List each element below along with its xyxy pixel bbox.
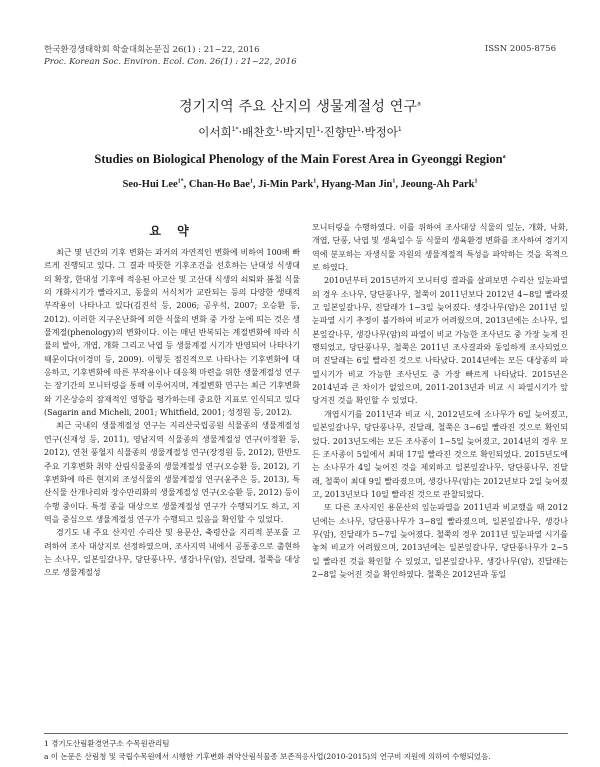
author-name: Seo-Hui Lee [122, 179, 178, 190]
title-english-text: Studies on Biological Phenology of the Main Forest Area in Gyeonggi Region [94, 152, 503, 166]
author-affiliation-mark: 1 [316, 126, 321, 134]
author-name: Hyang-Man Jin [321, 179, 393, 190]
journal-header [44, 44, 297, 68]
paragraph: 최근 국내의 생물계절성 연구는 지리산국립공원 식물종의 생물계절성 연구(신재성 등, 2011), 영남지역 식물종의 생물계절성 연구(이정환 등, 2012), 연천 풍혈지 식물종의 생물계절성 연구(장정원 등, 2012), 한반도 주요 기후변화 취약 산림식물종의 생물계절성 연구(오승환 등, 2012), 기후변화에 따른 현지외 조성식물의 생물계절성 연구(윤주은 등, 2013), 특산식물 산개나리와 장수만리화의 생물계절성 연구(오승환 등, 2012) 등이 수행 중이다. 특정 종을 대상으로 생물계절성 연구가 수행되기도 하고, 지역을 중심으로 생물계절성 연구가 수행되고 있음을 확인할 수 있었다. [44, 421, 300, 524]
author-name: 박정아 [364, 125, 398, 139]
footnote-funding: a 이 논문은 산림청 및 국립수목원에서 시행한 기후변화 취약산림식물종 보존적응사업(2010-2015)의 연구비 지원에 의하여 수행되었음. [44, 752, 491, 761]
paragraph: 모니터링을 수행하였다. 이를 위하여 조사대상 식물의 잎눈, 개화, 낙화, 개엽, 단풍, 낙엽 및 생육일수 등 식물의 생육환경 변화를 조사하여 경기지역에 분포하는 자생식물 자원의 생물계절적 특성을 파악하는 것을 목적으로 하였다. [312, 223, 568, 273]
left-column [44, 246, 300, 580]
journal-citation-ko: 한국환경생태학회 학술대회논문집 26(1) : 21~22, 2016 [44, 45, 260, 55]
journal-citation-en: Proc. Korean Soc. Environ. Ecol. Con. 26(1) : 21~22, 2016 [44, 57, 297, 67]
author-name: 박지민 [282, 125, 317, 139]
title-korean-sup: a [417, 100, 422, 108]
author-name: 진향만 [323, 125, 358, 139]
author-affiliation-mark: 1 [313, 178, 317, 185]
title-korean-text: 경기지역 주요 산지의 생물계절성 연구 [178, 99, 418, 115]
paragraph: 경기도 내 주요 산지인 수리산 및 용문산, 축령산을 지리적 분포를 고려하여 조사 대상지로 선정하였으며, 조사지역 내에서 공통종으로 출현하는 소나무, 일본잎갈나무, 당단풍나무, 생강나무(암), 진달래, 철쭉을 대상으로 생물계절성 [44, 528, 300, 578]
paragraph: 2010년부터 2015년까지 모니터링 결과를 살펴보면 수리산 잎눈파열의 경우 소나무, 당단풍나무, 철쭉이 2011년보다 2012년 4~8일 빨라졌고 일본잎갈나무, 진달래가 1~3일 늦어졌다. 생강나무(암)은 2011년 잎눈파열 시기 추정이 불가하여 비교가 어려웠으며, 2013년에는 소나무, 일본잎갈나무, 생강나무(암)의 파열이 비교 가능한 조사년도 중 가장 늦게 진행되었고, 당단풍나무, 철쭉은 2011년 조사결과와 동일하게 조사되었으며 진달래는 6일 빨라진 것으로 나타났다. 2014년에는 모든 대상종의 파열시기가 비교 가능한 조사년도 중 가장 빠르게 나타났다. 2015년은 2014년과 큰 차이가 없었으며, 2011-2013년과 비교 시 파열시기가 앞당겨진 것을 확인할 수 있었다. [312, 276, 568, 406]
author-affiliation-mark: 1 [357, 126, 361, 134]
abstract-heading: 요 약 [149, 224, 195, 238]
paragraph: 최근 몇 년간의 기후 변화는 과거의 자연적인 변화에 비하여 100배 빠르게 진행되고 있다. 그 결과 따뜻한 기후조건을 선호하는 난대성 식생대의 확장, 한대성 기후에 적응된 아고산 및 고산대 식생의 쇠퇴와 봄철 식물의 개화시기가 빨라지고, 동물의 서식처가 교란되는 등의 다양한 생태적 부작용이 나타나고 있다(김진석 등, 2006; 공우석, 2007; 오승환 등, 2012). 이러한 지구온난화에 의한 식물의 변화 중 가장 눈에 띄는 것은 생물계절(phenology)의 변화이다. 이는 매년 반복되는 계절변화에 따라 식물의 발아, 개엽, 개화 그리고 낙엽 등 생물계절 시기가 반영되어 나타나기 때문이다(이경미 등, 2009). 이렇듯 점진적으로 나타나는 기후변화에 대응하고, 기후변화에 따른 부작용이나 대응책 마련을 위한 생물계절성 연구는 장기간의 모니터링을 통해 이루어지며, 계절변화 연구는 최근 기후변화와 기온상승의 잠재적인 영향을 평가하는데 중요한 지표로 인식되고 있다(Sagarin and Micheli, 2001; Whitfield, 2001; 성정원 등, 2012). [44, 248, 300, 418]
issn: ISSN 2005-8756 [484, 44, 556, 54]
paragraph: 개엽시기를 2011년과 비교 시, 2012년도에 소나무가 6일 늦어졌고, 일본잎갈나무, 당단풍나무, 진달래, 철쭉은 3~6일 빨라진 것으로 확인되었다. 2013년도에는 모든 조사종이 1~5일 늦어졌고, 2014년의 경우 모든 조사종이 5일에서 최대 17일 빨라진 것으로 확인되었다. 2015년도에는 소나무가 4일 늦어진 것을 제외하고 일본잎갈나무, 당단풍나무, 진달래, 철쭉이 최대 9일 빨라졌으며, 생강나무(암)는 2012년보다 2일 늦어졌고, 2013년보다 10일 빨라진 것으로 관찰되었다. [312, 409, 568, 499]
author-name: Chan-Ho Bae [188, 179, 250, 190]
title-english-sup: a [502, 153, 506, 160]
author-name: Jeoung-Ah Park [400, 179, 475, 190]
authors-korean: 이서희$^{1*}$·배찬호$^1$·박지민$^1$·진향만$^1$·박정아$^1$ [198, 125, 402, 139]
author-name: 이서희 [198, 125, 232, 139]
author-affiliation-mark: 1 [474, 178, 478, 185]
author-affiliation-mark: 1 [392, 178, 396, 185]
footnote-divider [44, 733, 568, 734]
footnote-affiliation: 1 경기도산림환경연구소 수목원관리팀 [44, 739, 170, 748]
author-affiliation-mark: 1 [397, 126, 402, 134]
title-english [0, 152, 600, 167]
author-affiliation-mark: 1* [177, 178, 184, 185]
author-affiliation-mark: 1* [231, 126, 239, 134]
title-korean [0, 96, 600, 116]
author-affiliation-mark: 1 [275, 126, 280, 134]
author-affiliation-mark: 1 [249, 178, 253, 185]
author-name: Ji-Min Park [258, 179, 314, 190]
authors-english: Seo-Hui Lee$^{1*}$, Chan-Ho Bae$^1$, Ji-Min Park$^1$, Hyang-Man Jin$^1$, Jeoung-Ah Park$^1$ [122, 178, 478, 190]
author-name: 배찬호 [242, 125, 276, 139]
paragraph: 또 다른 조사지인 용문산의 잎눈파열을 2011년과 비교했을 때 2012년에는 소나무, 당단풍나무가 3~8일 빨라졌으며, 일본잎갈나무, 생강나무(암), 진달래가 5~7일 늦어졌다. 철쭉의 경우 2011년 잎눈파열 시기를 놓쳐 비교가 어려웠으며, 2013년에는 일본잎갈나무, 당단풍나무가 2~5일 빨라진 것을 확인할 수 있었고, 일본잎갈나무, 생강나무(암), 진달래는 2~8일 늦어진 것을 확인하였다. 철쭉은 2012년과 동일 [312, 503, 568, 579]
right-column [312, 221, 568, 581]
